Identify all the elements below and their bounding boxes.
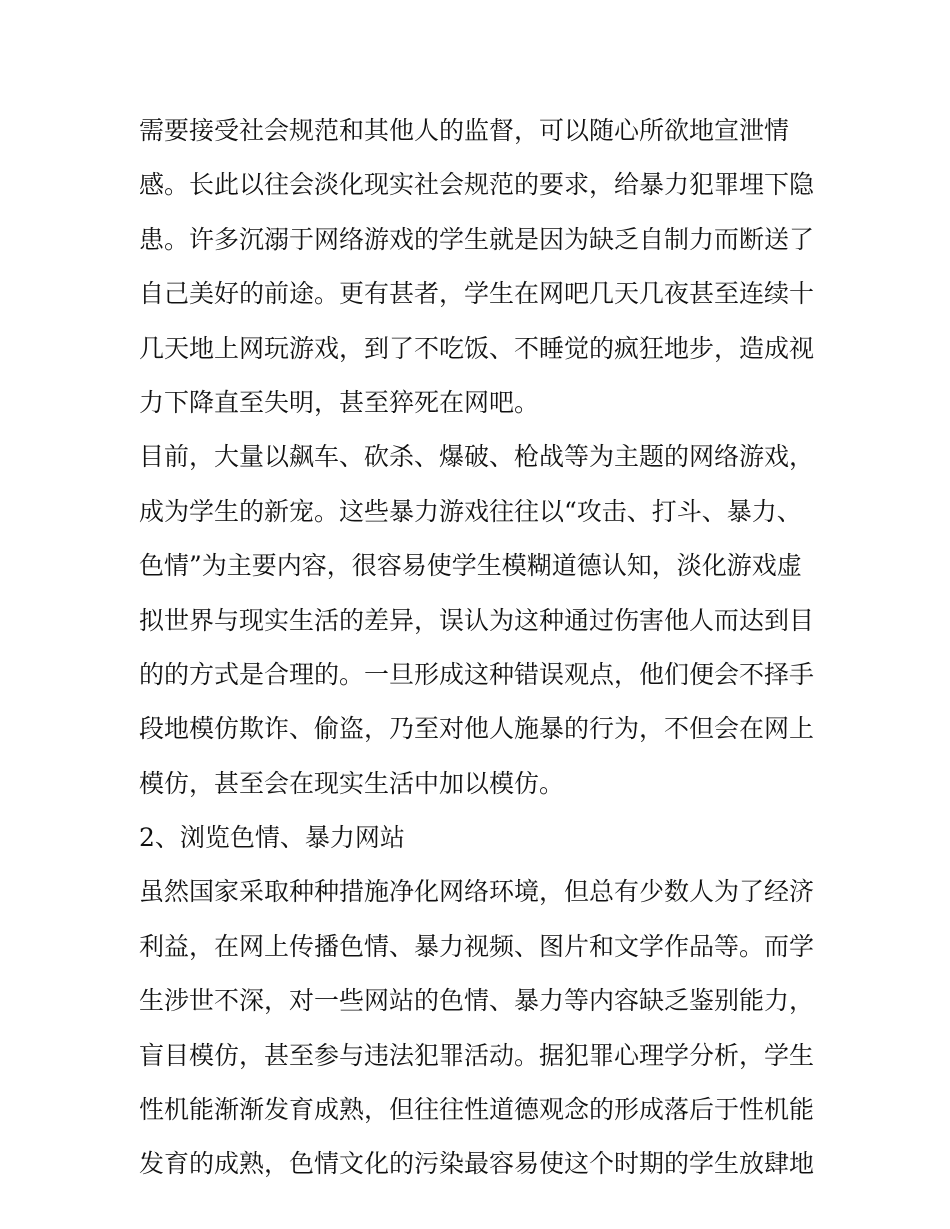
paragraph-line: 模仿，甚至会在现实生活中加以模仿。 [139, 768, 565, 798]
paragraph-line: 拟世界与现实生活的差异，误认为这种通过伤害他人而达到目 [139, 605, 815, 635]
paragraph-line: 感。长此以往会淡化现实社会规范的要求，给暴力犯罪埋下隐 [139, 170, 815, 200]
paragraph-line: 色情”为主要内容，很容易使学生模糊道德认知，淡化游戏虚 [139, 551, 802, 581]
paragraph-line: 发育的成熟，色情文化的污染最容易使这个时期的学生放肆地 [139, 1149, 815, 1179]
paragraph-line: 性机能渐渐发育成熟，但往往性道德观念的形成落后于性机能 [139, 1095, 815, 1125]
paragraph-line: 患。许多沉溺于网络游戏的学生就是因为缺乏自制力而断送了 [139, 224, 815, 254]
paragraph-line: 的的方式是合理的。一旦形成这种错误观点，他们便会不择手 [139, 659, 815, 689]
paragraph-line: 段地模仿欺诈、偷盗，乃至对他人施暴的行为，不但会在网上 [139, 714, 815, 744]
paragraph-line: 成为学生的新宠。这些暴力游戏往往以“攻击、打斗、暴力、 [139, 496, 802, 526]
paragraph-line: 利益，在网上传播色情、暴力视频、图片和文学作品等。而学 [139, 931, 815, 961]
paragraph-line: 生涉世不深，对一些网站的色情、暴力等内容缺乏鉴别能力， [139, 986, 815, 1016]
paragraph-line: 自己美好的前途。更有甚者，学生在网吧几天几夜甚至连续十 [139, 279, 815, 309]
paragraph-line: 需要接受社会规范和其他人的监督，可以随心所欲地宣泄情 [139, 116, 790, 145]
document-body [139, 104, 819, 1192]
paragraph-line: 几天地上网玩游戏，到了不吃饭、不睡觉的疯狂地步，造成视 [139, 333, 815, 363]
paragraph-line: 盲目模仿，甚至参与违法犯罪活动。据犯罪心理学分析，学生 [139, 1040, 815, 1070]
paragraph-line: 力下降直至失明，甚至猝死在网吧。 [139, 387, 540, 417]
paragraph-line: 目前，大量以飙车、砍杀、爆破、枪战等为主题的网络游戏， [139, 442, 815, 472]
paragraph-line: 虽然国家采取种种措施净化网络环境，但总有少数人为了经济 [139, 877, 815, 907]
section-heading: 2、浏览色情、暴力网站 [139, 823, 405, 853]
